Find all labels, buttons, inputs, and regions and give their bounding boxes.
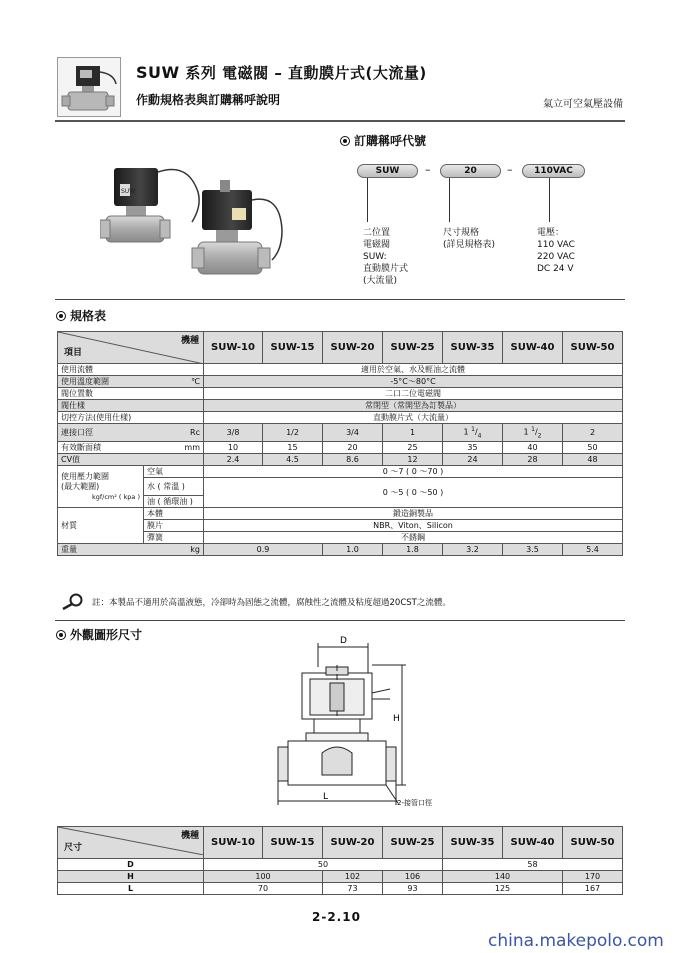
table-row: 使用溫度範圍 ℃ -5°C～80°C bbox=[58, 376, 623, 388]
table-row: 閥仕樣 常閉型（常開型為訂製品） bbox=[58, 400, 623, 412]
code-size-pill: 20 bbox=[440, 164, 501, 178]
table-row: 閥位置數 二口二位電磁閥 bbox=[58, 388, 623, 400]
section-rule bbox=[55, 620, 625, 621]
port-label: 2-接管口徑 bbox=[397, 799, 432, 807]
leader-line bbox=[449, 178, 450, 222]
table-row: 材質 本體 鍛造銅製品 bbox=[58, 508, 623, 520]
dims-header-row bbox=[58, 827, 623, 859]
table-row: H 100 102 106 140 170 bbox=[58, 871, 623, 883]
section-rule bbox=[55, 299, 625, 300]
product-photo-label: SUW bbox=[121, 188, 136, 195]
model-header: SUW-10 bbox=[204, 827, 263, 859]
code-size-desc: 尺寸規格 (詳見規格表) bbox=[443, 228, 496, 250]
table-row: 使用壓力範圍 (最大範圍) kgf/cm² ( kpa ) 空氣 0 ～7 ( 0 ～70 ) bbox=[58, 466, 623, 478]
dim-l-label: L bbox=[323, 792, 329, 802]
table-row: 重量 kg 0.9 1.0 1.8 3.2 3.5 5.4 bbox=[58, 544, 623, 556]
code-series-desc: 二位置 電磁閥 SUW: 直動膜片式 (大流量) bbox=[363, 228, 409, 286]
dim-h-label: H bbox=[393, 714, 400, 724]
model-header: SUW-20 bbox=[323, 827, 383, 859]
table-row: 膜片 NBR、Viton、Silicon bbox=[58, 520, 623, 532]
table-row: L 70 73 93 125 167 bbox=[58, 883, 623, 895]
usage-note: 註：本製品不適用於高溫液態，冷卻時為固態之流體，腐蝕性之流體及粘度超過20CST之流體。 bbox=[60, 593, 451, 611]
code-dash: – bbox=[507, 163, 513, 176]
model-header: SUW-50 bbox=[563, 332, 623, 364]
leader-line bbox=[367, 178, 368, 222]
header-rule bbox=[55, 120, 625, 122]
page-subtitle: 作動規格表與訂購稱呼說明 bbox=[136, 93, 281, 107]
table-row: 有效斷面積 mm 10 15 20 25 35 40 50 bbox=[58, 442, 623, 454]
dims-title: 外觀圖形尺寸 bbox=[56, 626, 142, 643]
code-dash: – bbox=[425, 163, 431, 176]
spec-table bbox=[57, 331, 623, 556]
bullet-icon bbox=[340, 136, 350, 146]
model-header: SUW-40 bbox=[503, 827, 563, 859]
table-row: 彈簧 不銹鋼 bbox=[58, 532, 623, 544]
model-header: SUW-35 bbox=[443, 332, 503, 364]
product-photo bbox=[100, 150, 310, 290]
model-header: SUW-15 bbox=[263, 332, 323, 364]
dim-d-label: D bbox=[340, 636, 347, 646]
model-header: SUW-35 bbox=[443, 827, 503, 859]
code-voltage-desc: 電壓： 110 VAC 220 VAC DC 24 V bbox=[537, 228, 575, 274]
valve-dimension-drawing bbox=[260, 635, 460, 815]
company-name: 氣立可空氣壓設備 bbox=[543, 99, 623, 110]
table-row: 切控方法(使用仕樣) 直動膜片式（大流量） bbox=[58, 412, 623, 424]
code-voltage-pill: 110VAC bbox=[522, 164, 585, 178]
model-header: SUW-40 bbox=[503, 332, 563, 364]
spec-corner-cell: 機種 項目 bbox=[58, 332, 204, 364]
table-row: CV值 2.4 4.5 8.6 12 24 28 48 bbox=[58, 454, 623, 466]
model-header: SUW-25 bbox=[383, 332, 443, 364]
model-header: SUW-50 bbox=[563, 827, 623, 859]
order-code-title: 訂購稱呼代號 bbox=[340, 132, 426, 149]
page-title: SUW 系列 電磁閥 – 直動膜片式(大流量) bbox=[136, 63, 427, 82]
spec-header-row bbox=[58, 332, 623, 364]
spec-title: 規格表 bbox=[56, 307, 106, 324]
bullet-icon bbox=[56, 630, 66, 640]
dims-corner-cell: 機種 尺寸 bbox=[58, 827, 204, 859]
product-thumbnail bbox=[57, 57, 121, 117]
table-row: 連接口徑 Rc 3/8 1/2 3/4 1 1 $^1/_4$ 1 $^1/_2$ 2 bbox=[58, 424, 623, 442]
table-row: 油 ( 循環油 ) bbox=[58, 496, 623, 508]
bullet-icon bbox=[56, 311, 66, 321]
model-header: SUW-25 bbox=[383, 827, 443, 859]
model-header: SUW-20 bbox=[323, 332, 383, 364]
leader-line bbox=[549, 178, 550, 222]
model-header: SUW-15 bbox=[263, 827, 323, 859]
code-series-pill: SUW bbox=[357, 164, 418, 178]
page-number: 2-2.10 bbox=[312, 910, 361, 924]
table-row: 水 ( 常溫 ) 0 ～5 ( 0 ～50 ) bbox=[58, 478, 623, 496]
table-row: 使用流體 適用於空氣、水及輕油之流體 bbox=[58, 364, 623, 376]
watermark: china.makepolo.com bbox=[488, 931, 664, 951]
table-row: D 50 58 bbox=[58, 859, 623, 871]
model-header: SUW-10 bbox=[204, 332, 263, 364]
dimension-table bbox=[57, 826, 623, 895]
magnifier-icon bbox=[60, 593, 86, 611]
